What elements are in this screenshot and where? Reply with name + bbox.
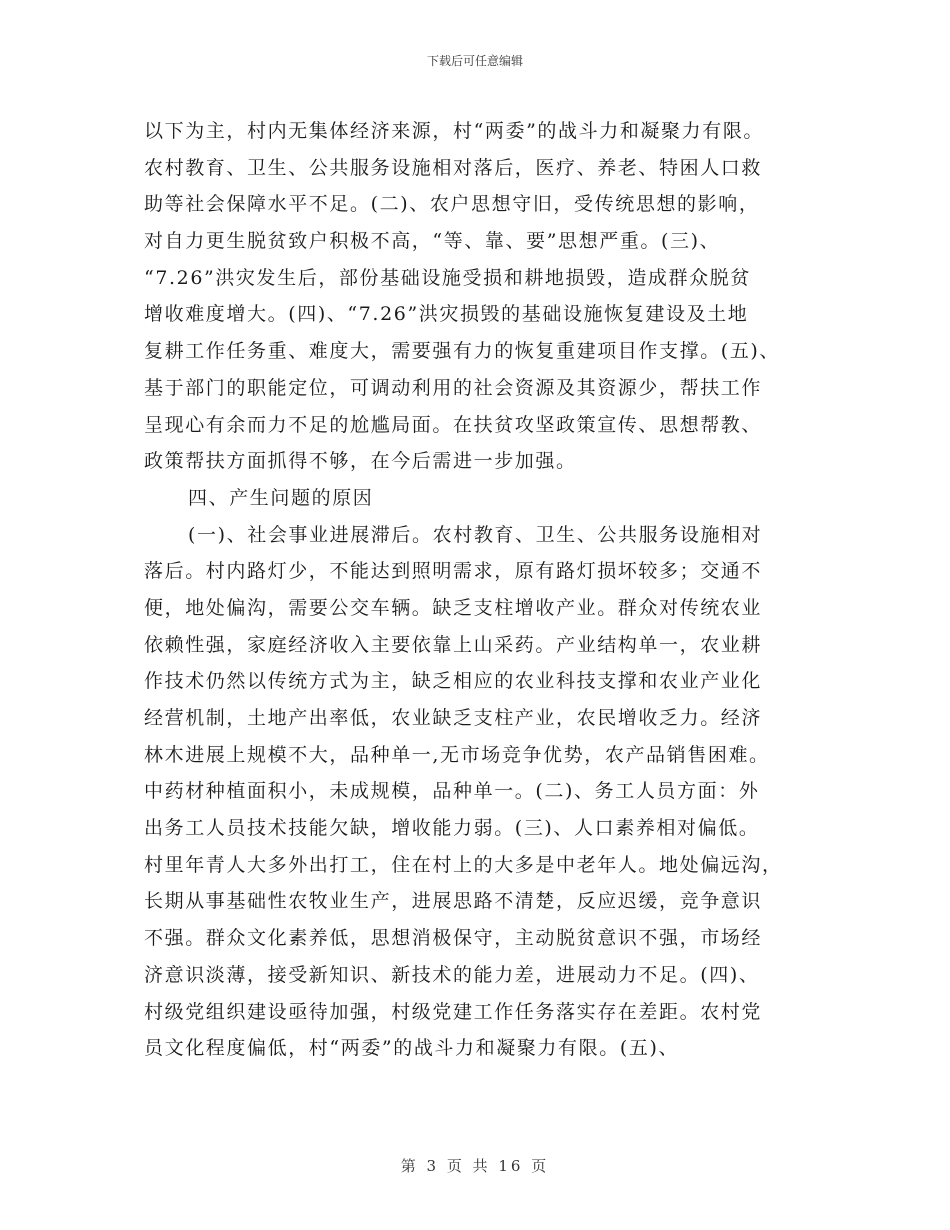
paragraph-line: 以下为主，村内无集体经济来源，村“两委”的战斗力和凝聚力有限。 bbox=[144, 120, 765, 142]
paragraph-line: 呈现心有余而力不足的尬尴局面。在扶贫攻坚政策宣传、思想帮教、 bbox=[144, 413, 763, 436]
paragraph-line: 对自力更生脱贫致户积极不高，“等、靠、要”思想严重。(三)、 bbox=[144, 230, 721, 253]
paragraph-line: (一)、社会事业进展滞后。农村教育、卫生、公共服务设施相对 bbox=[188, 523, 763, 546]
paragraph-line: 落后。村内路灯少，不能达到照明需求，原有路灯损坏较多；交通不 bbox=[144, 560, 763, 583]
paragraph-line: 经营机制，土地产出率低，农业缺乏支柱产业，农民增收乏力。经济 bbox=[144, 707, 763, 729]
paragraph-line: 员文化程度偏低，村“两委”的战斗力和凝聚力有限。(五)、 bbox=[144, 1037, 680, 1060]
paragraph-line: 不强。群众文化素养低，思想消极保守，主动脱贫意识不强，市场经 bbox=[144, 927, 763, 950]
paragraph-line: 助等社会保障水平不足。(二)、农户思想守旧，受传统思想的影响， bbox=[144, 193, 760, 216]
section-heading: 四、产生问题的原因 bbox=[188, 486, 374, 509]
paragraph-line: 中药材种植面积小，未成规模，品种单一。(二)、务工人员方面：外 bbox=[144, 780, 760, 803]
paragraph-line: 林木进展上规模不大，品种单一,无市场竞争优势，农产品销售困难。 bbox=[144, 743, 770, 766]
paragraph-line: 出务工人员技术技能欠缺，增收能力弱。(三)、人口素养相对偏低。 bbox=[144, 817, 760, 840]
paragraph-line: 村级党组织建设亟待加强，村级党建工作任务落实存在差距。农村党 bbox=[144, 1000, 763, 1023]
page-number-footer: 第 3 页 共 16 页 bbox=[400, 1157, 550, 1175]
paragraph-line: 基于部门的职能定位，可调动利用的社会资源及其资源少，帮扶工作 bbox=[144, 376, 763, 399]
page-header: 下载后可任意编辑 bbox=[426, 54, 523, 68]
paragraph-line: 农村教育、卫生、公共服务设施相对落后，医疗、养老、特困人口救 bbox=[144, 156, 763, 179]
paragraph-line: 增收难度增大。(四)、“7.26”洪灾损毁的基础设施恢复建设及土地 bbox=[144, 303, 749, 326]
paragraph-line: 长期从事基础性农牧业生产，进展思路不清楚，反应迟缓，竞争意识 bbox=[144, 890, 763, 913]
document-body bbox=[144, 113, 806, 1067]
paragraph-line: 政策帮扶方面抓得不够，在今后需进一步加强。 bbox=[144, 450, 577, 473]
paragraph-line: 村里年青人大多外出打工，住在村上的大多是中老年人。地处偏远沟， bbox=[144, 853, 783, 876]
paragraph-line: 济意识淡薄，接受新知识、新技术的能力差，进展动力不足。(四)、 bbox=[144, 963, 760, 986]
paragraph-line: 依赖性强，家庭经济收入主要依靠上山采药。产业结构单一，农业耕 bbox=[144, 633, 763, 656]
paragraph-line: 作技术仍然以传统方式为主，缺乏相应的农业科技支撑和农业产业化 bbox=[144, 670, 763, 693]
paragraph-line: 便，地处偏沟，需要公交车辆。缺乏支柱增收产业。群众对传统农业 bbox=[144, 596, 763, 619]
paragraph-line: “7.26”洪灾发生后，部份基础设施受损和耕地损毁，造成群众脱贫 bbox=[144, 266, 751, 289]
paragraph-line: 复耕工作任务重、难度大，需要强有力的恢复重建项目作支撑。(五)、 bbox=[144, 340, 781, 363]
